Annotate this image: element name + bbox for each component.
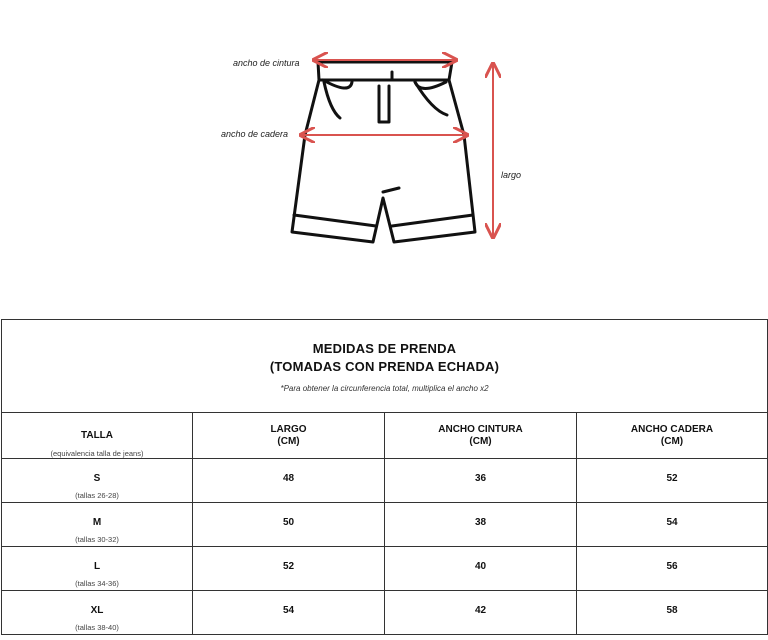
header-talla-sub: (equivalencia talla de jeans) xyxy=(50,449,144,458)
header-largo xyxy=(193,413,385,459)
header-cintura xyxy=(385,413,577,459)
cadera-value: 58 xyxy=(666,605,678,616)
size-label: M xyxy=(92,517,102,528)
cintura-value: 42 xyxy=(474,605,487,616)
size-cell xyxy=(2,459,193,503)
table-header-row xyxy=(2,413,768,459)
length-label: largo xyxy=(501,170,522,180)
header-talla xyxy=(2,413,193,459)
header-cintura-label: ANCHO CINTURA xyxy=(438,424,523,435)
header-talla-label: TALLA xyxy=(80,430,114,441)
cintura-value: 40 xyxy=(474,561,487,572)
largo-value: 48 xyxy=(282,473,295,484)
table-title-cell xyxy=(2,320,768,413)
largo-value: 50 xyxy=(282,517,295,528)
cadera-value: 56 xyxy=(666,561,678,572)
hip-label: ancho de cadera xyxy=(221,129,289,139)
table-title-line1: MEDIDAS DE PRENDA xyxy=(312,340,457,356)
size-table xyxy=(1,319,768,635)
shorts-diagram xyxy=(0,0,768,300)
table-row xyxy=(2,459,768,503)
size-cell xyxy=(2,503,193,547)
size-range: (tallas 30-32) xyxy=(75,535,119,544)
cadera-value: 54 xyxy=(666,517,678,528)
header-cadera xyxy=(577,413,768,459)
cintura-value: 36 xyxy=(474,473,487,484)
header-largo-label: LARGO xyxy=(270,424,307,435)
size-cell xyxy=(2,547,193,591)
cintura-value: 38 xyxy=(474,517,487,528)
header-cadera-unit: (CM) xyxy=(660,436,684,447)
largo-value: 52 xyxy=(282,561,295,572)
largo-value: 54 xyxy=(282,605,295,616)
header-cadera-label: ANCHO CADERA xyxy=(630,424,714,435)
size-range: (tallas 26-28) xyxy=(75,491,119,500)
header-largo-unit: (CM) xyxy=(277,436,300,447)
size-label: S xyxy=(93,473,101,484)
table-row xyxy=(2,547,768,591)
size-label: XL xyxy=(90,605,104,616)
size-label: L xyxy=(93,561,101,572)
cadera-value: 52 xyxy=(666,473,678,484)
table-row xyxy=(2,503,768,547)
table-note: *Para obtener la circunferencia total, multiplica el ancho x2 xyxy=(280,383,489,393)
size-range: (tallas 38-40) xyxy=(75,623,119,632)
shorts-illustration xyxy=(0,0,768,300)
size-cell xyxy=(2,591,193,635)
table-title-line2: (TOMADAS CON PRENDA ECHADA) xyxy=(269,358,500,374)
header-cintura-unit: (CM) xyxy=(469,436,492,447)
size-range: (tallas 34-36) xyxy=(75,579,119,588)
table-row xyxy=(2,591,768,635)
waist-label: ancho de cintura xyxy=(233,58,300,68)
